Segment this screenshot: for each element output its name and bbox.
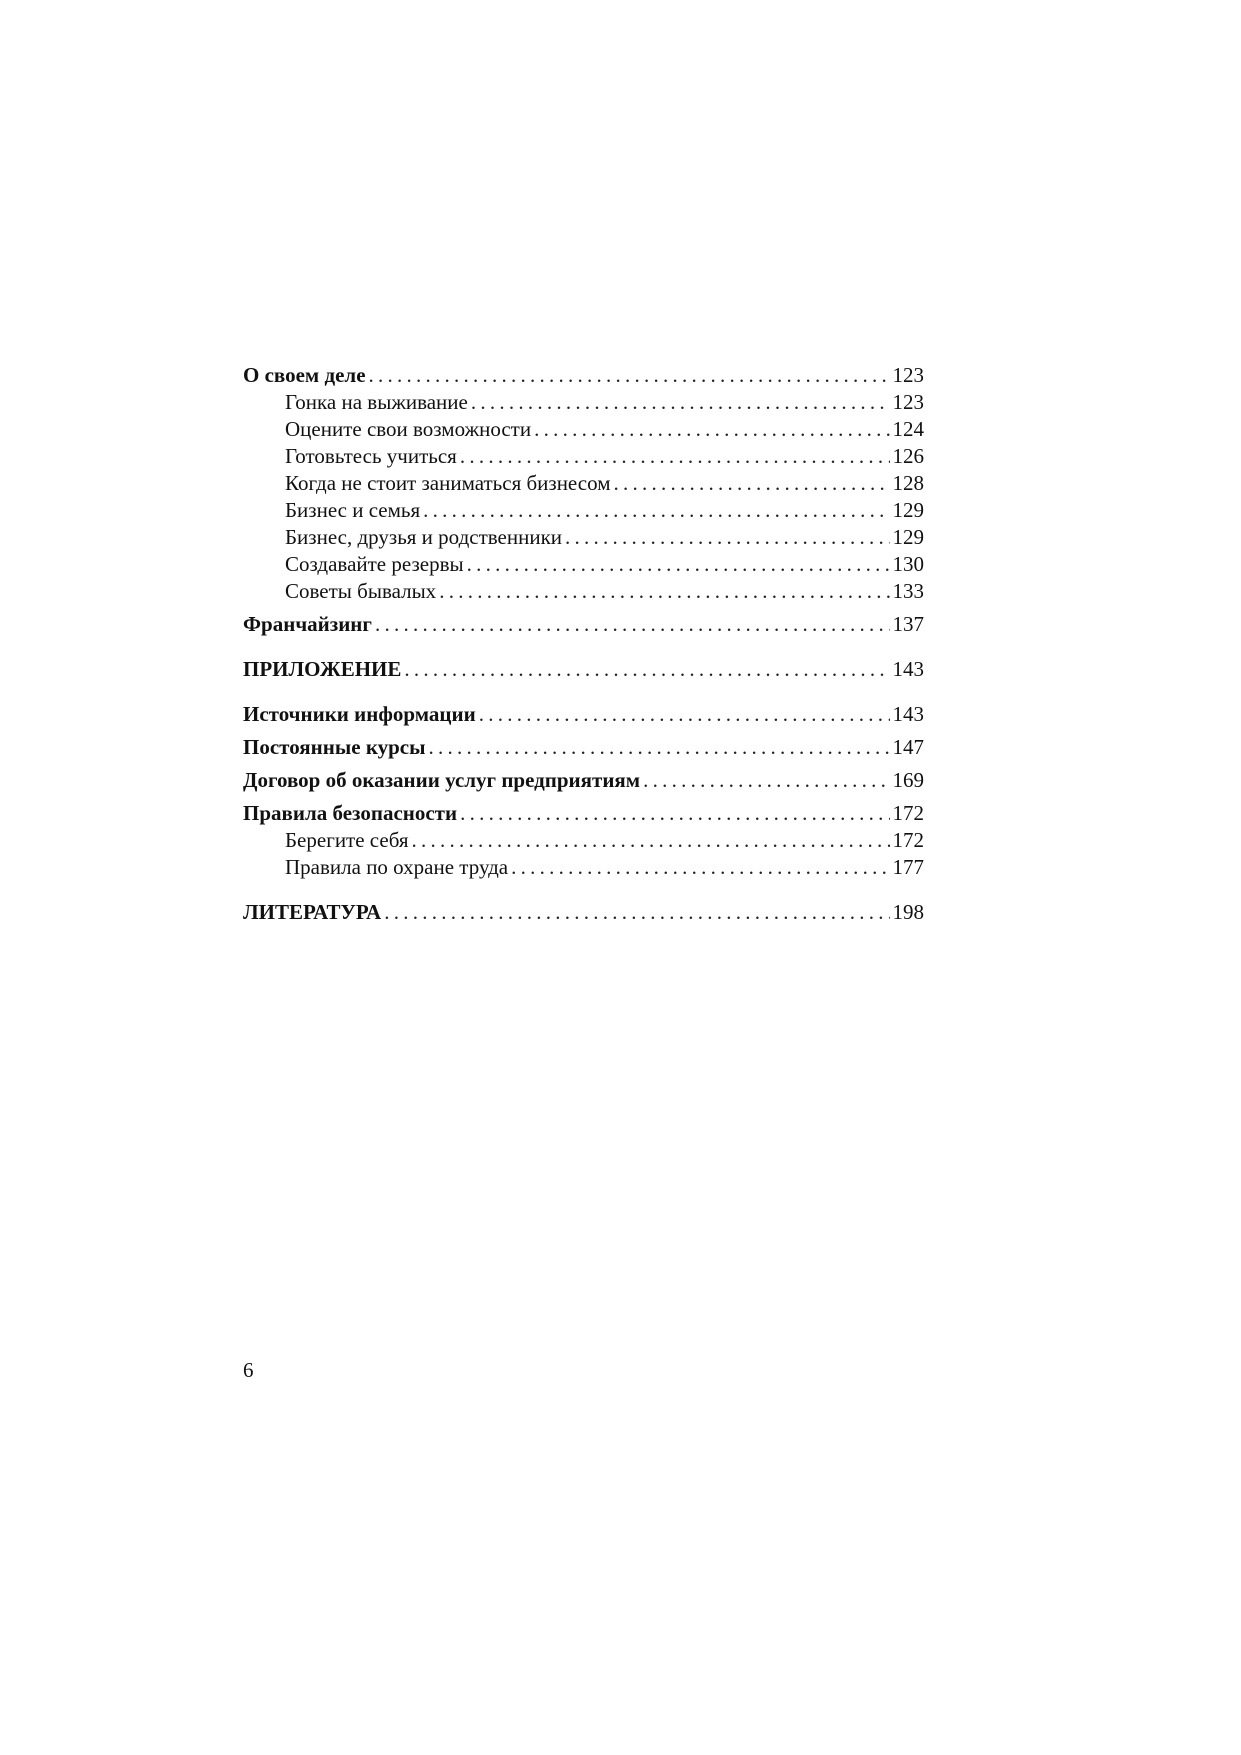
dot-leader [467, 551, 890, 578]
dot-leader [404, 656, 889, 683]
toc-entry[interactable] [243, 899, 924, 926]
dot-leader [614, 470, 890, 497]
dot-leader [479, 701, 890, 728]
toc-entry-page: 177 [892, 855, 924, 879]
toc-entry-title: Оцените свои возможности [285, 417, 532, 441]
toc-entry-page: 126 [892, 444, 924, 468]
dot-leader [439, 578, 889, 605]
page-number: 6 [243, 1358, 254, 1382]
toc-entry[interactable] [243, 854, 924, 881]
toc-entry[interactable] [243, 656, 924, 683]
toc-entry-page: 172 [892, 801, 924, 825]
toc-entry-title: Источники информации [243, 702, 476, 726]
dot-leader [534, 416, 889, 443]
toc-entry-title: Советы бывалых [285, 579, 437, 603]
toc-entry[interactable] [243, 362, 924, 389]
toc-entry-title: О своем деле [243, 363, 366, 387]
toc-entry-title: Берегите себя [285, 828, 409, 852]
toc-entry[interactable] [243, 524, 924, 551]
toc-entry-page: 143 [892, 702, 924, 726]
toc-entry-title: Правила безопасности [243, 801, 458, 825]
toc-entry-title: Готовьтесь учиться [285, 444, 457, 468]
toc-entry-title: Правила по охране труда [285, 855, 509, 879]
dot-leader [375, 611, 890, 638]
dot-leader [460, 443, 890, 470]
toc-entry-page: 129 [892, 525, 924, 549]
toc-entry-page: 130 [892, 552, 924, 576]
toc-entry-title: ПРИЛОЖЕНИЕ [243, 657, 402, 681]
toc-entry[interactable] [243, 800, 924, 827]
dot-leader [369, 362, 890, 389]
toc-entry-page: 147 [892, 735, 924, 759]
toc-entry-page: 169 [892, 768, 924, 792]
toc-entry[interactable] [243, 416, 924, 443]
toc-entry-title: Гонка на выживание [285, 390, 468, 414]
toc-entry-title: Постоянные курсы [243, 735, 426, 759]
toc-entry-title: Создавайте резервы [285, 552, 464, 576]
dot-leader [643, 767, 889, 794]
dot-leader [412, 827, 890, 854]
toc-entry-page: 137 [892, 612, 924, 636]
dot-leader [460, 800, 889, 827]
toc-entry[interactable] [243, 734, 924, 761]
toc-entry-page: 129 [892, 498, 924, 522]
dot-leader [565, 524, 889, 551]
toc-entry[interactable] [243, 551, 924, 578]
dot-leader [429, 734, 890, 761]
dot-leader [384, 899, 889, 926]
toc-entry-page: 124 [892, 417, 924, 441]
toc-entry-title: Бизнес, друзья и родственники [285, 525, 563, 549]
toc-entry-title: Франчайзинг [243, 612, 372, 636]
toc-entry-page: 123 [892, 363, 924, 387]
toc-entry[interactable] [243, 578, 924, 605]
toc-entry[interactable] [243, 611, 924, 638]
toc-entry[interactable] [243, 497, 924, 524]
toc-entry[interactable] [243, 827, 924, 854]
toc-entry-page: 143 [892, 657, 924, 681]
dot-leader [423, 497, 889, 524]
toc-entry[interactable] [243, 701, 924, 728]
toc-entry-page: 128 [892, 471, 924, 495]
dot-leader [511, 854, 889, 881]
toc-entry[interactable] [243, 443, 924, 470]
toc-entry-title: ЛИТЕРАТУРА [243, 900, 382, 924]
toc-entry[interactable] [243, 389, 924, 416]
toc-entry-page: 172 [892, 828, 924, 852]
toc-entry[interactable] [243, 470, 924, 497]
toc-entry-title: Договор об оказании услуг предприятиям [243, 768, 641, 792]
table-of-contents [243, 362, 924, 926]
toc-entry-page: 123 [892, 390, 924, 414]
toc-entry[interactable] [243, 767, 924, 794]
toc-entry-page: 133 [892, 579, 924, 603]
toc-entry-title: Бизнес и семья [285, 498, 421, 522]
toc-entry-page: 198 [892, 900, 924, 924]
dot-leader [471, 389, 890, 416]
toc-entry-title: Когда не стоит заниматься бизнесом [285, 471, 611, 495]
